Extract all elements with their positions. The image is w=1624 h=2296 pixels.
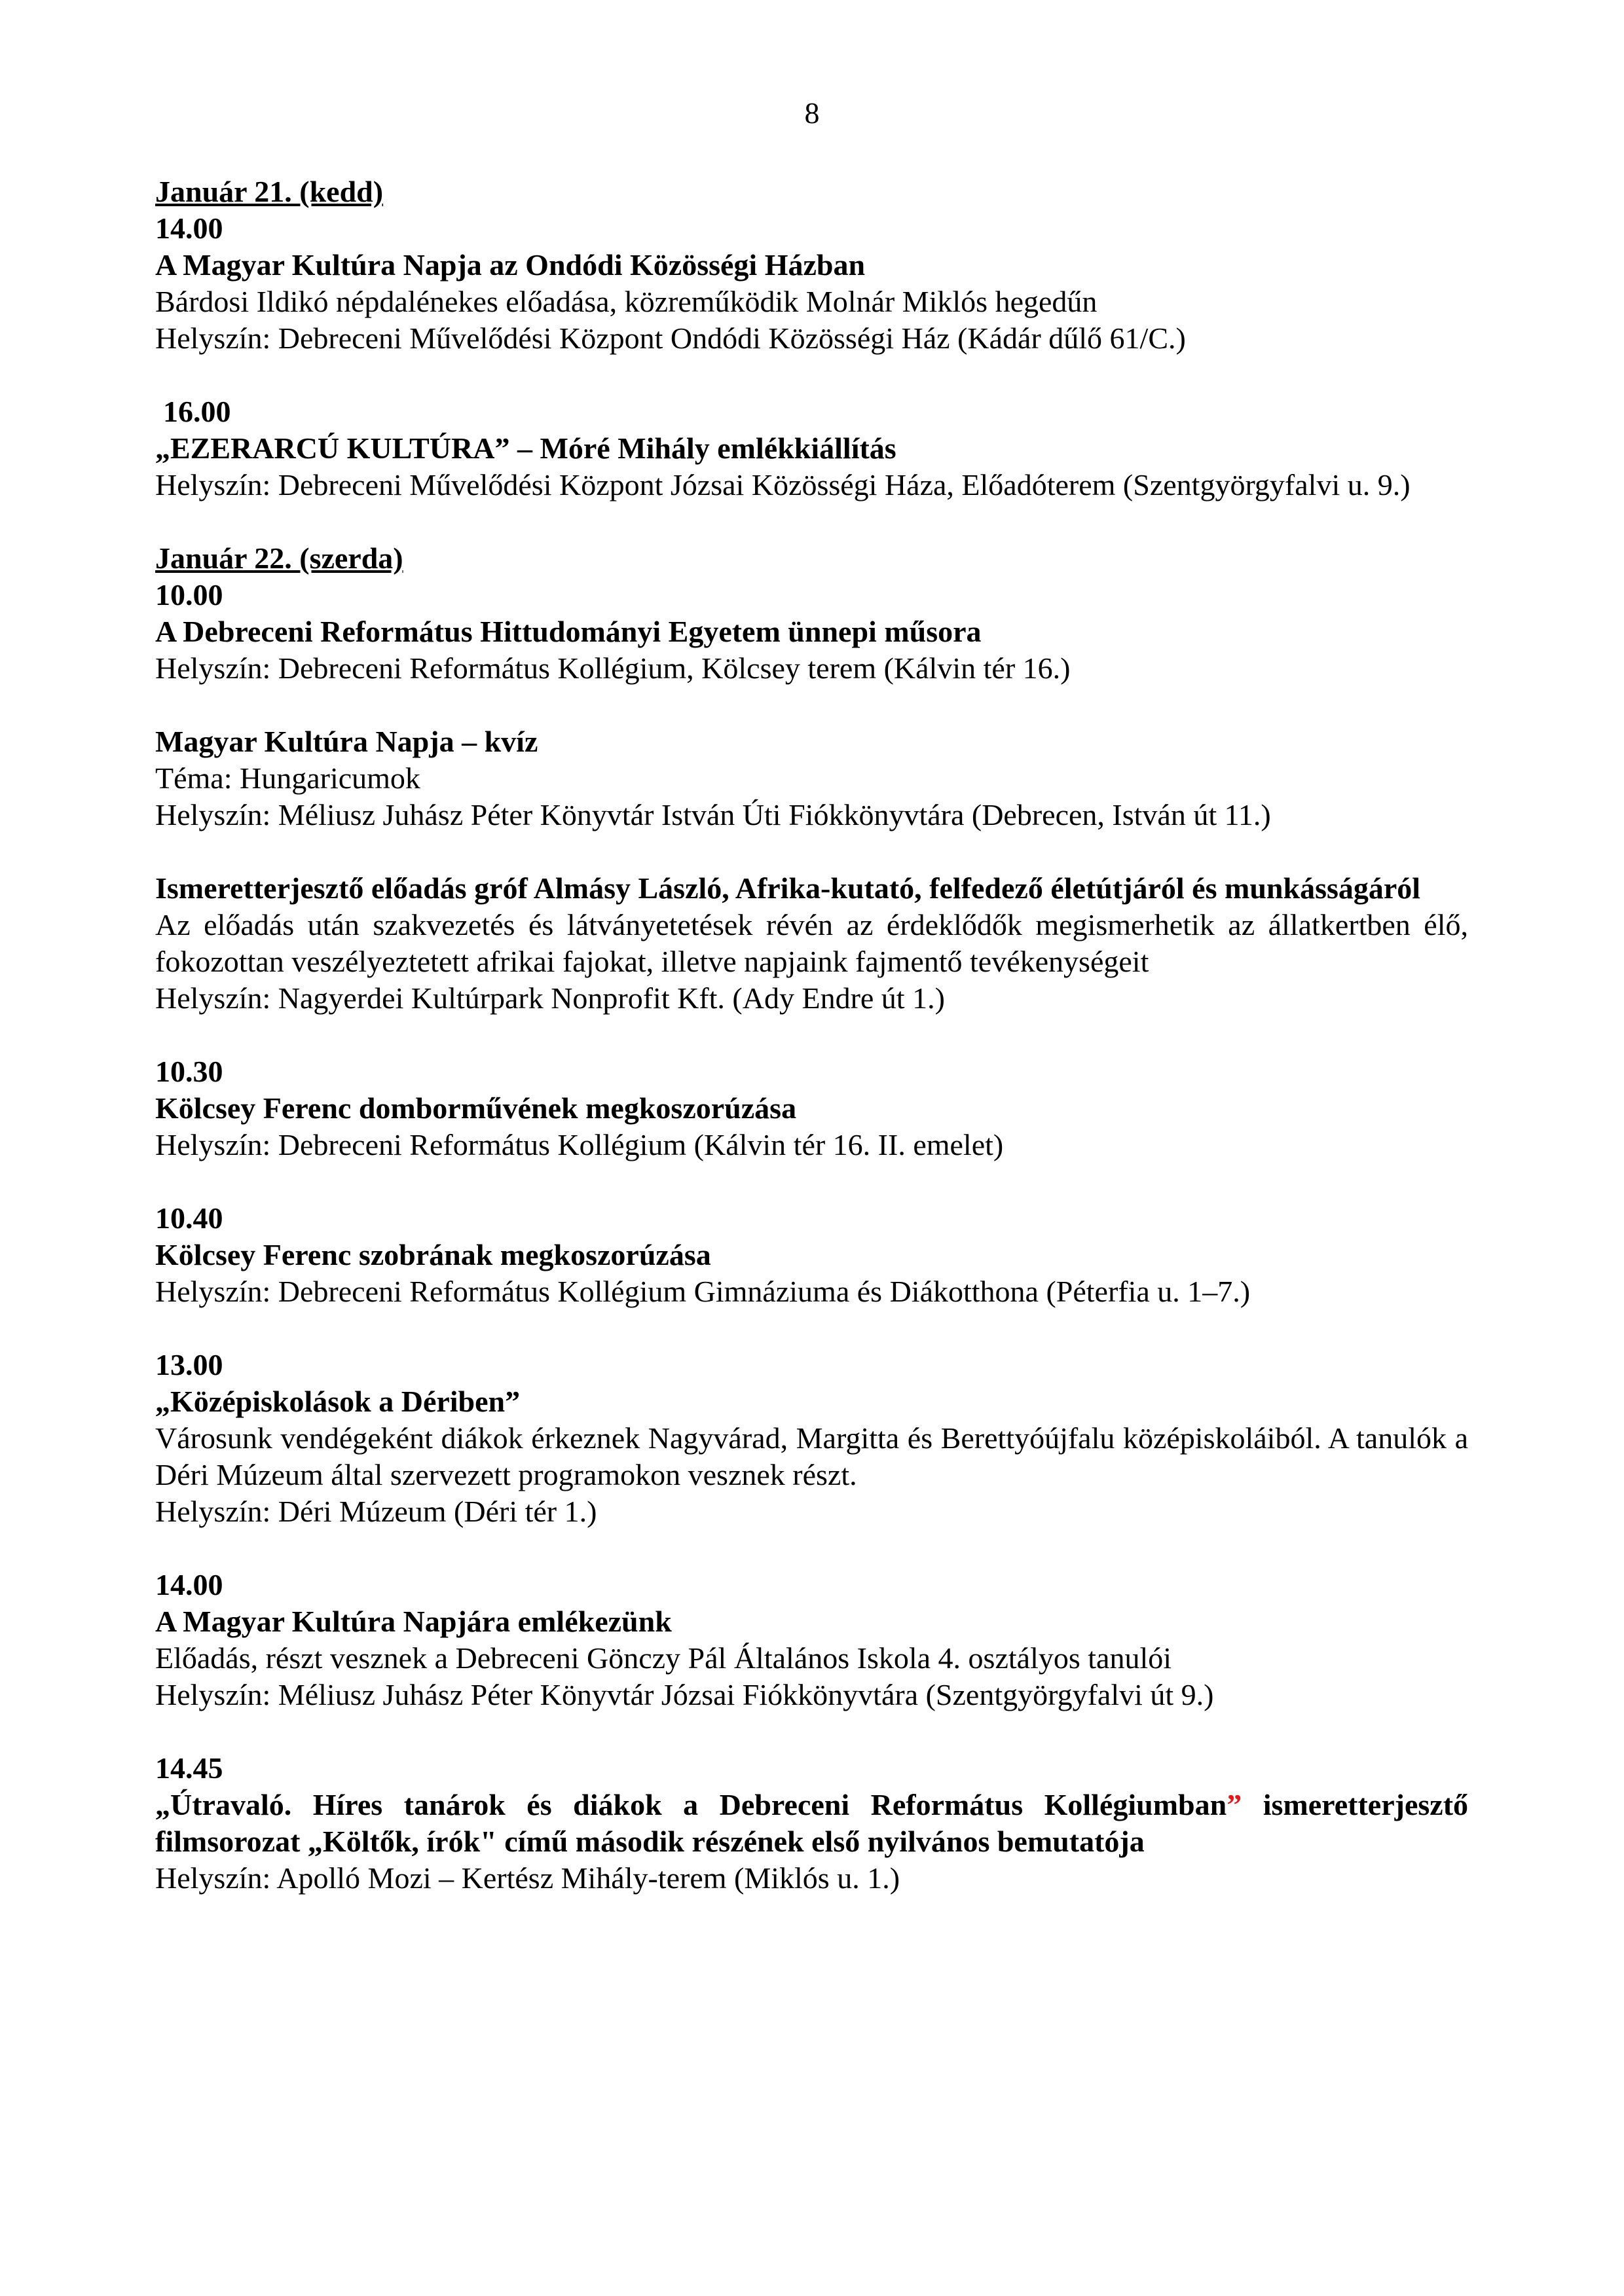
- event-title: [155, 1787, 1468, 1860]
- event-location: Helyszín: Debreceni Művelődési Központ Józsai Közösségi Háza, Előadóterem (Szentgyörgyfalvi u. 9.): [155, 468, 1411, 501]
- event-description: Bárdosi Ildikó népdalénekes előadása, közreműködik Molnár Miklós hegedűn: [155, 285, 1098, 318]
- event-item: [155, 1200, 1468, 1310]
- event-topic: Téma: Hungaricumok: [155, 761, 420, 795]
- event-time: 10.40: [155, 1201, 223, 1235]
- program-content: [155, 173, 1468, 1933]
- event-item: [155, 393, 1468, 503]
- date-heading: Január 22. (szerda): [155, 541, 403, 575]
- event-title: A Debreceni Református Hittudományi Egyetem ünnepi műsora: [155, 615, 982, 648]
- event-time: 10.30: [155, 1055, 223, 1088]
- event-title-quote: ”: [1227, 1788, 1242, 1821]
- event-title: Kölcsey Ferenc szobrának megkoszorúzása: [155, 1238, 711, 1271]
- event-item: [155, 1750, 1468, 1897]
- event-location: Helyszín: Debreceni Református Kollégium, Kölcsey terem (Kálvin tér 16.): [155, 651, 1071, 685]
- event-location: Helyszín: Nagyerdei Kultúrpark Nonprofit Kft. (Ady Endre út 1.): [155, 981, 945, 1015]
- event-item: [155, 1567, 1468, 1713]
- date-heading: Január 21. (kedd): [155, 175, 384, 208]
- event-title: Ismeretterjesztő előadás gróf Almásy László, Afrika-kutató, felfedező életútjáról és munkásságáról: [155, 871, 1421, 905]
- event-title: A Magyar Kultúra Napja az Ondódi Közösségi Házban: [155, 248, 866, 282]
- event-item: [155, 723, 1468, 833]
- event-item: [155, 1347, 1468, 1530]
- event-item: [155, 577, 1468, 687]
- event-title: A Magyar Kultúra Napjára emlékezünk: [155, 1605, 672, 1638]
- event-location: Helyszín: Debreceni Művelődési Központ Ondódi Közösségi Ház (Kádár dűlő 61/C.): [155, 321, 1186, 355]
- event-title: „EZERARCÚ KULTÚRA” – Móré Mihály emlékkiállítás: [155, 431, 896, 465]
- event-item: [155, 1053, 1468, 1163]
- event-time: 10.00: [155, 578, 223, 611]
- event-time: 14.45: [155, 1751, 223, 1785]
- event-location: Helyszín: Méliusz Juhász Péter Könyvtár István Úti Fiókkönyvtára (Debrecen, István út 11.): [155, 798, 1271, 831]
- event-title: Magyar Kultúra Napja – kvíz: [155, 725, 538, 758]
- event-description: Előadás, részt vesznek a Debreceni Gönczy Pál Általános Iskola 4. osztályos tanulói: [155, 1641, 1172, 1675]
- event-description: Az előadás után szakvezetés és látványetetések révén az érdeklődők megismerhetik az állatkertben élő, fokozottan veszélyeztetett afrikai fajokat, illetve napjaink fajmentő tevékenységeit: [155, 908, 1468, 978]
- event-time: 13.00: [155, 1348, 223, 1381]
- event-location: Helyszín: Debreceni Református Kollégium Gimnáziuma és Diákotthona (Péterfia u. 1–7.): [155, 1275, 1251, 1308]
- event-time: 14.00: [155, 1568, 223, 1601]
- day-section: [155, 540, 1468, 1897]
- event-title-part: ismeretterjesztő filmsorozat „Költők, írók" című második részének első nyilvános bemutatója: [155, 1788, 1469, 1858]
- event-location: Helyszín: Méliusz Juhász Péter Könyvtár Józsai Fiókkönyvtára (Szentgyörgyfalvi út 9.): [155, 1678, 1214, 1711]
- event-title-part: „Útravaló. Híres tanárok és diákok a Debreceni Református Kollégiumban: [155, 1788, 1227, 1821]
- event-location: Helyszín: Déri Múzeum (Déri tér 1.): [155, 1495, 597, 1528]
- event-title: „Középiskolások a Dériben”: [155, 1385, 521, 1418]
- event-item: [155, 210, 1468, 357]
- event-description: Városunk vendégeként diákok érkeznek Nagyvárad, Margitta és Berettyóújfalu középiskoláiból. A tanulók a Déri Múzeum által szervezett programokon vesznek részt.: [155, 1421, 1468, 1491]
- day-section: [155, 173, 1468, 503]
- event-item: [155, 870, 1468, 1017]
- event-location: Helyszín: Debreceni Református Kollégium (Kálvin tér 16. II. emelet): [155, 1128, 1004, 1161]
- event-time: 16.00: [163, 395, 231, 428]
- event-location: Helyszín: Apolló Mozi – Kertész Mihály-terem (Miklós u. 1.): [155, 1861, 900, 1895]
- event-title: Kölcsey Ferenc domborművének megkoszorúzása: [155, 1091, 797, 1125]
- event-time: 14.00: [155, 211, 223, 245]
- page-number: 8: [804, 96, 820, 130]
